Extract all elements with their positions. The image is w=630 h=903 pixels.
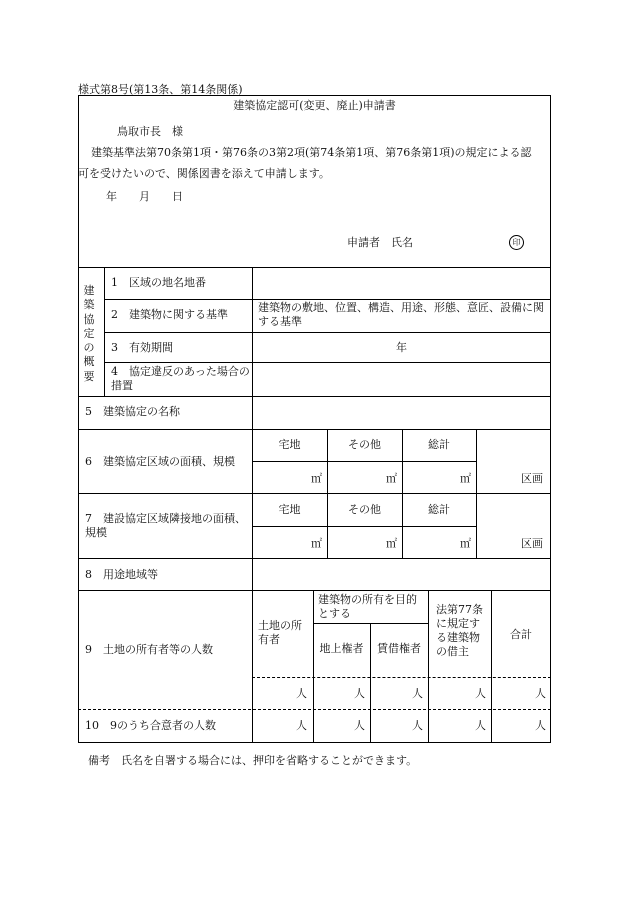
owner-header-art77: 法第77条に規定する建築物の借主 [436, 603, 483, 658]
divider-line [104, 332, 551, 333]
person-unit: 人 [296, 687, 307, 700]
area-header-residential: 宅地 [278, 503, 301, 516]
divider-line [78, 590, 551, 591]
area-unit: ㎡ [460, 472, 471, 485]
row-10-label: 10 9のうち合意者の人数 [85, 719, 216, 732]
row-6-label: 6 建築協定区域の面積、規模 [85, 455, 235, 468]
form-title: 建築協定認可(変更、廃止)申請書 [233, 99, 396, 112]
divider-line [370, 623, 371, 743]
row-9-label: 9 土地の所有者等の人数 [85, 643, 213, 656]
divider-line [78, 493, 551, 494]
divider-line [104, 362, 551, 363]
addressee: 鳥取市長 様 [117, 125, 183, 138]
owner-header-land-owner: 土地の所有者 [258, 619, 302, 646]
divider-line [78, 267, 551, 268]
area-header-other: その他 [348, 438, 381, 451]
owner-header-total: 合計 [510, 628, 532, 641]
divider-line [78, 558, 551, 559]
area-unit: ㎡ [386, 472, 397, 485]
divider-line [104, 299, 551, 300]
body-text-line-1: 建築基準法第70条第1項・第76条の3第2項(第74条第1項、第76条第1項)の規定による認 [91, 146, 532, 159]
row-7-label: 7 建設協定区域隣接地の面積、規模 [85, 512, 246, 539]
area-header-total: 総計 [428, 503, 450, 516]
divider-line [104, 267, 105, 396]
divider-line [428, 590, 429, 743]
owner-header-superficies: 地上権者 [319, 642, 364, 655]
divider-line [252, 526, 476, 527]
row-8-label: 8 用途地域等 [85, 568, 158, 581]
area-header-total: 総計 [428, 438, 450, 451]
form-number: 様式第8号(第13条、第14条関係) [78, 83, 243, 96]
person-unit: 人 [475, 687, 486, 700]
person-unit: 人 [354, 687, 365, 700]
dashed-divider [252, 677, 551, 678]
divider-line [491, 590, 492, 743]
person-unit: 人 [412, 687, 423, 700]
row-2-value: 建築物の敷地、位置、構造、用途、形態、意匠、設備に関する基準 [258, 301, 544, 328]
person-unit: 人 [296, 719, 307, 732]
seal-mark: 印 [509, 235, 524, 250]
owner-header-lessee: 賃借権者 [377, 642, 421, 655]
area-unit: ㎡ [311, 472, 322, 485]
divider-line [252, 461, 476, 462]
person-unit: 人 [354, 719, 365, 732]
divider-line [78, 396, 551, 397]
overview-label: 建築協定の概要 [83, 284, 95, 383]
owner-header-building-owner: 建築物の所有を目的とする [318, 593, 417, 620]
dashed-divider [78, 709, 551, 710]
divider-line [78, 429, 551, 430]
person-unit: 人 [475, 719, 486, 732]
row-5-label: 5 建築協定の名称 [85, 405, 180, 418]
divider-line [476, 429, 477, 558]
area-header-residential: 宅地 [278, 438, 301, 451]
person-unit: 人 [535, 719, 546, 732]
area-header-other: その他 [348, 503, 381, 516]
footnote: 備考 氏名を自署する場合には、押印を省略することができます。 [88, 754, 418, 767]
person-unit: 人 [412, 719, 423, 732]
lot-unit: 区画 [521, 472, 543, 485]
area-unit: ㎡ [311, 537, 322, 550]
divider-line [313, 590, 314, 743]
body-text-line-2: 可を受けたいので、関係図書を添えて申請します。 [78, 167, 330, 180]
person-unit: 人 [535, 687, 546, 700]
row-2-label: 2 建築物に関する基準 [111, 308, 228, 321]
row-4-label: 4 協定違反のあった場合の措置 [111, 365, 250, 392]
row-3-label: 3 有効期間 [111, 341, 173, 354]
area-unit: ㎡ [460, 537, 471, 550]
row-1-label: 1 区域の地名地番 [111, 276, 206, 289]
row-3-value[interactable]: 年 [396, 341, 407, 354]
date-line[interactable]: 年 月 日 [106, 190, 183, 203]
lot-unit: 区画 [521, 537, 543, 550]
applicant-name-label: 申請者 氏名 [347, 236, 413, 249]
area-unit: ㎡ [386, 537, 397, 550]
